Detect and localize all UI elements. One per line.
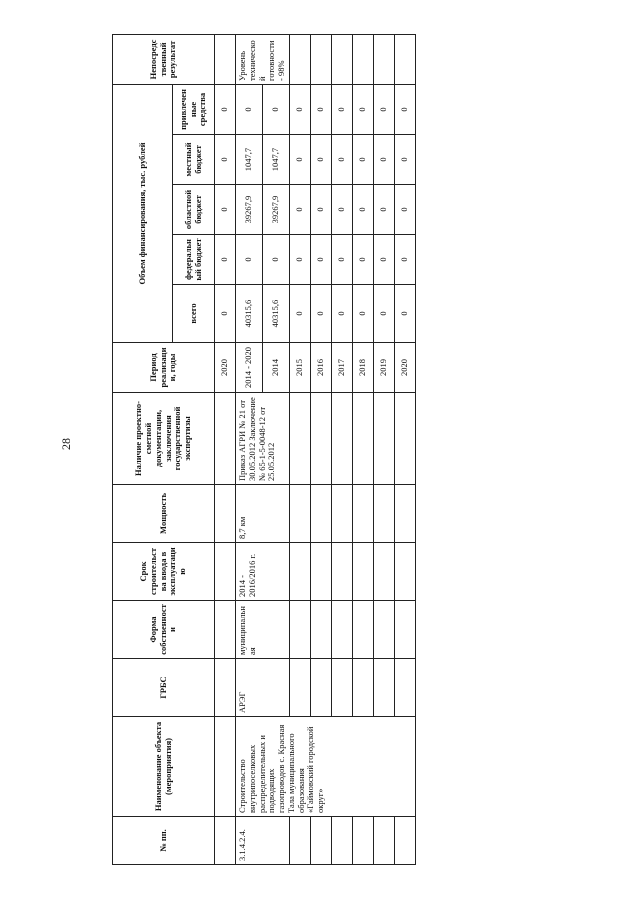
empty-cell [215, 393, 236, 485]
header-capacity: Мощность [113, 485, 215, 543]
item-name: Строительство внутрипоселковых распределительных и подводящих газопроводов с. Красная Тала муниципального образования «Гаймовский городской округ» [236, 717, 416, 817]
empty-cell [331, 543, 352, 601]
empty-cell [394, 659, 415, 717]
item-result: Уровень технической готовности - 98% [236, 34, 290, 84]
empty-cell [331, 659, 352, 717]
period-cell: 2015 [289, 343, 310, 393]
regional-cell: 0 [394, 185, 415, 235]
period-cell: 2014 - 2020 [236, 343, 263, 393]
item-ownership: муниципальная [236, 601, 290, 659]
federal-cell: 0 [352, 235, 373, 285]
period-cell: 2018 [352, 343, 373, 393]
empty-cell [373, 485, 394, 543]
empty-cell [373, 543, 394, 601]
regional-cell: 0 [289, 185, 310, 235]
header-period: Период реализации, годы [113, 343, 215, 393]
local-cell: 0 [394, 135, 415, 185]
federal-cell: 0 [289, 235, 310, 285]
item-number: 3.1.4.2.4. [236, 817, 290, 865]
empty-cell [289, 34, 310, 84]
regional-cell: 0 [215, 185, 236, 235]
header-row-1 [113, 34, 173, 864]
total-cell: 0 [215, 285, 236, 343]
table-row [236, 34, 263, 864]
empty-cell [310, 659, 331, 717]
attracted-cell: 0 [289, 84, 310, 134]
empty-cell [215, 659, 236, 717]
local-cell: 0 [310, 135, 331, 185]
header-construction-term: Срок строительства ввода в эксплуатацию [113, 543, 215, 601]
item-documentation: Приказ АГРИ № 21 от 30.05.2012 Заключение № 65-1-5-0048-12 от 25.05.2012 [236, 393, 290, 485]
empty-cell [394, 601, 415, 659]
total-cell: 40315,6 [262, 285, 289, 343]
item-grbs: АРЭГ [236, 659, 290, 717]
local-cell: 0 [331, 135, 352, 185]
attracted-cell: 0 [394, 84, 415, 134]
period-cell: 2017 [331, 343, 352, 393]
empty-cell [352, 601, 373, 659]
regional-cell: 39267,9 [236, 185, 263, 235]
attracted-cell: 0 [236, 84, 263, 134]
attracted-cell: 0 [310, 84, 331, 134]
local-cell: 1047,7 [236, 135, 263, 185]
empty-cell [310, 34, 331, 84]
header-name: Наименование объекта (мероприятия) [113, 717, 215, 817]
federal-cell: 0 [236, 235, 263, 285]
financing-table [112, 34, 416, 865]
federal-cell: 0 [262, 235, 289, 285]
empty-cell [289, 393, 310, 485]
attracted-cell: 0 [373, 84, 394, 134]
federal-cell: 0 [373, 235, 394, 285]
empty-cell [352, 393, 373, 485]
total-cell: 0 [373, 285, 394, 343]
period-cell: 2014 [262, 343, 289, 393]
header-local: местный бюджет [173, 135, 215, 185]
header-result: Непосредственный результат [113, 34, 215, 84]
header-no: № пп. [113, 817, 215, 865]
empty-cell [331, 817, 352, 865]
total-cell: 0 [331, 285, 352, 343]
header-financing: Объем финансирования, тыс. рублей [113, 84, 173, 342]
empty-cell [394, 34, 415, 84]
header-attracted: привлеченные средства [173, 84, 215, 134]
empty-cell [215, 817, 236, 865]
empty-cell [373, 817, 394, 865]
empty-cell [310, 393, 331, 485]
item-construction-term: 2014 - 2016/2016 г. [236, 543, 290, 601]
empty-cell [352, 659, 373, 717]
regional-cell: 0 [310, 185, 331, 235]
attracted-cell: 0 [215, 84, 236, 134]
rotated-table-container [112, 35, 448, 865]
page-number: 28 [59, 438, 73, 450]
regional-cell: 0 [373, 185, 394, 235]
empty-cell [310, 543, 331, 601]
local-cell: 0 [373, 135, 394, 185]
empty-cell [352, 543, 373, 601]
attracted-cell: 0 [352, 84, 373, 134]
empty-cell [373, 393, 394, 485]
empty-cell [331, 393, 352, 485]
local-cell: 0 [352, 135, 373, 185]
header-ownership: Форма собственности [113, 601, 215, 659]
empty-cell [215, 717, 236, 817]
period-cell: 2020 [394, 343, 415, 393]
empty-cell [289, 817, 310, 865]
empty-cell [310, 601, 331, 659]
header-documentation: Наличие проектно-сметной документации, заключения государственной экспертизы [113, 393, 215, 485]
total-cell: 0 [289, 285, 310, 343]
empty-cell [289, 601, 310, 659]
empty-cell [215, 601, 236, 659]
period-cell: 2016 [310, 343, 331, 393]
empty-cell [373, 601, 394, 659]
empty-cell [352, 817, 373, 865]
local-cell: 0 [215, 135, 236, 185]
federal-cell: 0 [331, 235, 352, 285]
empty-cell [394, 543, 415, 601]
empty-cell [352, 34, 373, 84]
empty-cell [331, 34, 352, 84]
empty-cell [373, 34, 394, 84]
empty-cell [331, 485, 352, 543]
total-cell: 0 [394, 285, 415, 343]
attracted-cell: 0 [262, 84, 289, 134]
period-cell: 2020 [215, 343, 236, 393]
header-total: всего [173, 285, 215, 343]
empty-cell [289, 543, 310, 601]
empty-cell [215, 543, 236, 601]
header-grbs: ГРБС [113, 659, 215, 717]
empty-cell [310, 817, 331, 865]
empty-cell [352, 485, 373, 543]
total-cell: 0 [352, 285, 373, 343]
empty-cell [394, 817, 415, 865]
period-cell: 2019 [373, 343, 394, 393]
empty-cell [310, 485, 331, 543]
regional-cell: 39267,9 [262, 185, 289, 235]
empty-cell [289, 659, 310, 717]
result-cell [215, 34, 236, 84]
empty-cell [394, 485, 415, 543]
empty-cell [394, 393, 415, 485]
federal-cell: 0 [310, 235, 331, 285]
header-federal: федеральный бюджет [173, 235, 215, 285]
attracted-cell: 0 [331, 84, 352, 134]
federal-cell: 0 [394, 235, 415, 285]
header-regional: областной бюджет [173, 185, 215, 235]
regional-cell: 0 [352, 185, 373, 235]
empty-cell [215, 485, 236, 543]
empty-cell [373, 659, 394, 717]
empty-cell [289, 485, 310, 543]
total-cell: 0 [310, 285, 331, 343]
total-cell: 40315,6 [236, 285, 263, 343]
local-cell: 1047,7 [262, 135, 289, 185]
table-row-top [215, 34, 236, 864]
local-cell: 0 [289, 135, 310, 185]
empty-cell [331, 601, 352, 659]
item-capacity: 8,7 км [236, 485, 290, 543]
regional-cell: 0 [331, 185, 352, 235]
federal-cell: 0 [215, 235, 236, 285]
